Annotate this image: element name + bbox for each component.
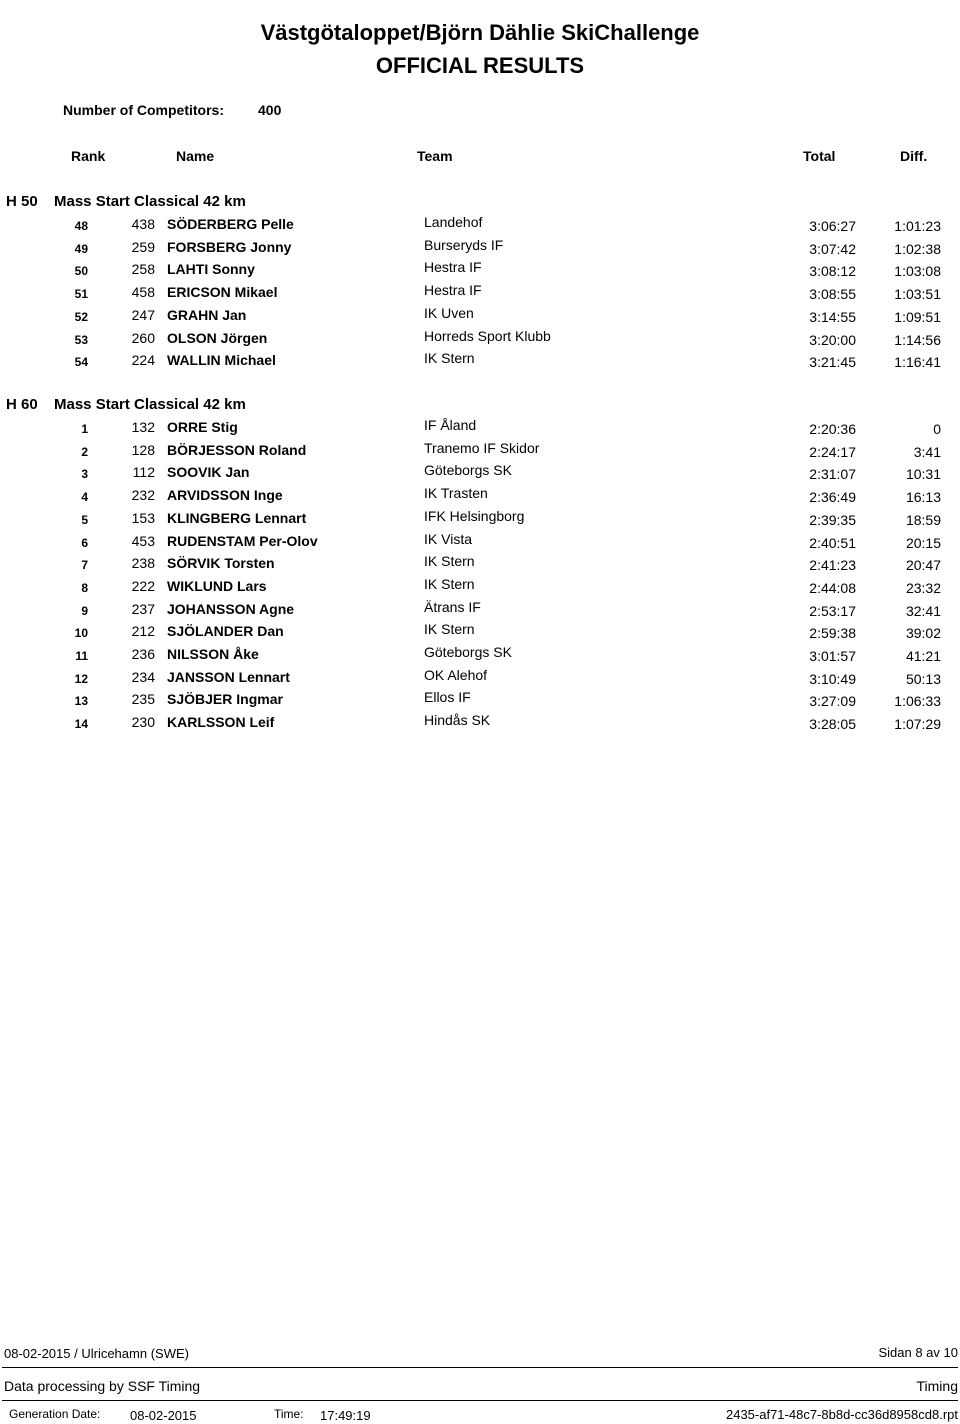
competitor-name: ORRE Stig (167, 419, 238, 435)
total-time: 2:36:49 (809, 489, 856, 506)
result-row (0, 216, 960, 238)
column-header-team: Team (417, 148, 453, 164)
total-time: 2:53:17 (809, 602, 856, 619)
time-diff: 20:47 (905, 557, 941, 574)
competitor-name: SÖRVIK Torsten (167, 555, 275, 572)
rank-cell: 9 (81, 603, 88, 618)
team-name: Göteborgs SK (424, 462, 512, 479)
result-row (0, 284, 960, 306)
footer-generation-date: 08-02-2015 (130, 1408, 197, 1423)
footer-generation-label: Generation Date: (9, 1407, 101, 1421)
column-header-diff: Diff. (900, 148, 928, 164)
total-time: 2:59:38 (809, 625, 856, 642)
time-diff: 50:13 (905, 670, 941, 687)
time-diff: 18:59 (905, 511, 941, 528)
result-row (0, 714, 960, 736)
total-time: 3:06:27 (809, 218, 856, 234)
rank-cell: 13 (74, 694, 88, 709)
section-code: H 50 (6, 193, 38, 210)
rank-cell: 2 (81, 444, 88, 459)
time-diff: 1:09:51 (894, 308, 941, 325)
bib-number: 128 (131, 441, 155, 458)
team-name: Hestra IF (424, 282, 482, 299)
time-diff: 1:02:38 (894, 240, 941, 257)
result-row (0, 646, 960, 668)
rank-cell: 5 (81, 512, 88, 527)
time-diff: 32:41 (905, 602, 941, 619)
time-diff: 20:15 (905, 534, 941, 551)
footer-processing: Data processing by SSF Timing (4, 1378, 201, 1394)
result-row (0, 575, 960, 600)
competitor-name: FORSBERG Jonny (167, 238, 292, 255)
time-diff: 16:13 (905, 489, 941, 506)
team-name: Landehof (424, 214, 483, 230)
total-time: 2:24:17 (809, 443, 856, 460)
team-name: IK Trasten (424, 485, 488, 502)
rank-cell: 1 (81, 422, 88, 436)
team-name: IK Vista (424, 530, 472, 547)
competitor-name: SÖDERBERG Pelle (167, 216, 294, 232)
rank-cell: 49 (74, 241, 88, 256)
total-time: 2:41:23 (809, 557, 856, 574)
bib-number: 112 (132, 464, 155, 481)
footer-timing-logo: Timing (916, 1378, 958, 1394)
total-time: 2:20:36 (809, 421, 856, 437)
bib-number: 258 (131, 261, 155, 278)
rank-cell: 14 (74, 717, 88, 732)
result-row (0, 352, 960, 374)
footer-time-value: 17:49:19 (320, 1408, 371, 1423)
team-name: IK Stern (424, 575, 475, 592)
competitor-name: ARVIDSSON Inge (167, 487, 283, 504)
result-row (0, 555, 960, 577)
time-diff: 1:03:51 (894, 286, 941, 303)
competitor-name: LAHTI Sonny (167, 261, 255, 278)
result-row (0, 439, 960, 464)
team-name: IK Stern (424, 621, 475, 638)
competitor-name: GRAHN Jan (167, 306, 247, 323)
competitors-label: Number of Competitors: (63, 102, 224, 118)
competitor-name: SJÖLANDER Dan (167, 623, 284, 640)
bib-number: 237 (131, 600, 155, 617)
result-row (0, 327, 960, 352)
competitor-name: ERICSON Mikael (167, 284, 278, 301)
bib-number: 212 (131, 623, 155, 640)
result-row (0, 419, 960, 441)
column-header-total: Total (803, 148, 836, 164)
result-row (0, 530, 960, 555)
bib-number: 132 (131, 419, 155, 435)
bib-number: 224 (131, 352, 155, 369)
bib-number: 153 (131, 509, 155, 526)
competitor-name: BÖRJESSON Roland (167, 441, 307, 458)
footer-file-id: 2435-af71-48c7-8b8d-cc36d8958cd8.rpt (725, 1407, 958, 1422)
total-time: 3:21:45 (809, 354, 856, 371)
footer-page-number: Sidan 8 av 10 (878, 1345, 958, 1360)
team-name: IK Uven (424, 304, 474, 321)
result-row (0, 691, 960, 713)
team-name: Hestra IF (424, 259, 482, 276)
result-row (0, 507, 960, 532)
footer-time-label: Time: (274, 1407, 304, 1421)
bib-number: 453 (131, 532, 155, 549)
total-time: 3:27:09 (809, 693, 856, 710)
bib-number: 259 (131, 238, 155, 255)
column-header-rank: Rank (71, 148, 106, 164)
competitor-name: JANSSON Lennart (167, 668, 290, 685)
footer-divider (2, 1367, 958, 1368)
time-diff: 1:14:56 (894, 331, 941, 348)
total-time: 3:08:55 (809, 286, 856, 303)
time-diff: 1:01:23 (894, 218, 941, 234)
time-diff: 0 (933, 421, 941, 437)
rank-cell: 51 (74, 287, 88, 302)
result-row (0, 261, 960, 283)
time-diff: 23:32 (905, 579, 941, 596)
bib-number: 458 (131, 284, 155, 301)
event-title: Västgötaloppet/Björn Dählie SkiChallenge (260, 20, 700, 45)
competitor-name: WALLIN Michael (167, 352, 276, 369)
bib-number: 222 (131, 577, 155, 594)
competitor-name: JOHANSSON Agne (167, 600, 295, 617)
time-diff: 1:03:08 (894, 263, 941, 280)
team-name: Horreds Sport Klubb (424, 327, 551, 344)
result-row (0, 598, 960, 623)
time-diff: 1:07:29 (894, 716, 941, 733)
rank-cell: 48 (74, 219, 88, 233)
result-row (0, 304, 960, 329)
bib-number: 260 (131, 329, 155, 346)
competitor-name: NILSSON Åke (167, 646, 259, 662)
total-time: 3:28:05 (809, 716, 856, 733)
time-diff: 41:21 (905, 648, 941, 664)
result-row (0, 487, 960, 509)
total-time: 2:44:08 (809, 579, 856, 596)
result-row (0, 666, 960, 691)
total-time: 2:31:07 (809, 466, 856, 483)
team-name: Burseryds IF (424, 236, 504, 253)
result-row (0, 464, 960, 486)
bib-number: 238 (131, 555, 155, 572)
bib-number: 438 (131, 216, 155, 232)
rank-cell: 53 (74, 332, 88, 347)
competitor-name: SJÖBJER Ingmar (167, 691, 283, 708)
competitors-value: 400 (258, 102, 282, 118)
rank-cell: 50 (74, 264, 88, 279)
team-name: IFK Helsingborg (424, 507, 525, 524)
team-name: Göteborgs SK (424, 644, 512, 660)
competitor-name: WIKLUND Lars (167, 577, 267, 594)
result-row (0, 623, 960, 645)
footer-date-place: 08-02-2015 / Ulricehamn (SWE) (4, 1346, 189, 1361)
total-time: 3:10:49 (809, 670, 856, 687)
team-name: IK Stern (424, 350, 475, 367)
column-header-name: Name (176, 148, 215, 164)
bib-number: 236 (131, 646, 155, 662)
bib-number: 247 (131, 306, 155, 323)
rank-cell: 7 (81, 558, 88, 573)
total-time: 3:14:55 (809, 308, 856, 325)
rank-cell: 6 (81, 535, 88, 550)
rank-cell: 11 (75, 649, 88, 663)
section-title: Mass Start Classical 42 km (54, 193, 246, 210)
total-time: 2:40:51 (809, 534, 856, 551)
results-subtitle: OFFICIAL RESULTS (375, 53, 585, 78)
bib-number: 235 (131, 691, 155, 708)
team-name: Ellos IF (424, 689, 471, 706)
competitor-name: KARLSSON Leif (167, 714, 275, 731)
team-name: Ätrans IF (424, 598, 481, 615)
team-name: Tranemo IF Skidor (424, 439, 540, 456)
bib-number: 230 (131, 714, 155, 731)
team-name: IF Åland (424, 417, 477, 433)
team-name: OK Alehof (424, 666, 488, 683)
time-diff: 10:31 (905, 466, 941, 483)
time-diff: 39:02 (905, 625, 941, 642)
rank-cell: 52 (74, 309, 88, 324)
total-time: 3:01:57 (809, 648, 856, 664)
competitor-name: SOOVIK Jan (167, 464, 250, 481)
bib-number: 232 (131, 487, 155, 504)
team-name: Hindås SK (424, 712, 491, 729)
time-diff: 3:41 (913, 443, 941, 460)
bib-number: 234 (131, 668, 155, 685)
total-time: 2:39:35 (809, 511, 856, 528)
rank-cell: 4 (81, 490, 88, 505)
total-time: 3:20:00 (809, 331, 856, 348)
rank-cell: 8 (81, 580, 88, 595)
rank-cell: 54 (74, 355, 88, 370)
total-time: 3:07:42 (809, 240, 856, 257)
rank-cell: 3 (81, 467, 88, 482)
team-name: IK Stern (424, 553, 475, 570)
rank-cell: 10 (74, 626, 88, 641)
footer-divider (2, 1400, 958, 1401)
result-row (0, 236, 960, 261)
competitor-name: OLSON Jörgen (167, 329, 268, 346)
competitor-name: RUDENSTAM Per-Olov (167, 532, 318, 549)
section-title: Mass Start Classical 42 km (54, 396, 246, 413)
rank-cell: 12 (74, 671, 88, 686)
time-diff: 1:06:33 (894, 693, 941, 710)
time-diff: 1:16:41 (894, 354, 941, 371)
total-time: 3:08:12 (809, 263, 856, 280)
competitor-name: KLINGBERG Lennart (167, 509, 307, 526)
section-code: H 60 (6, 396, 38, 413)
